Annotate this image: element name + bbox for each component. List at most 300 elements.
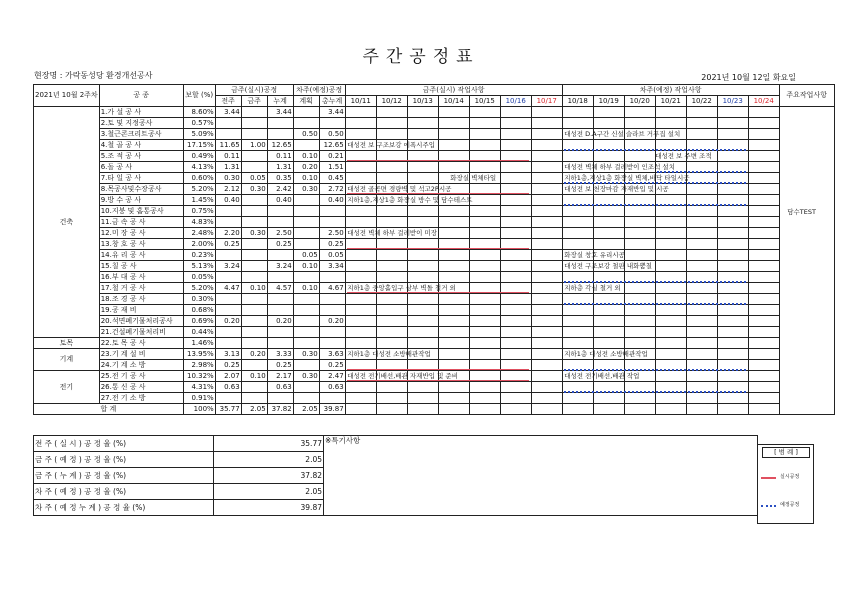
gantt-cell <box>469 294 500 305</box>
gantt-cell <box>624 107 655 118</box>
progress-value: 0.40 <box>319 195 345 206</box>
progress-value <box>215 217 241 228</box>
trade-name: 9.방 수 공 사 <box>99 195 183 206</box>
gantt-cell <box>469 327 500 338</box>
gantt-cell <box>500 118 531 129</box>
weight-value: 0.91% <box>183 393 215 404</box>
gantt-cell <box>345 118 376 129</box>
total-weight: 100% <box>183 404 215 415</box>
gantt-cell <box>655 294 686 305</box>
gantt-cell <box>531 338 562 349</box>
trade-name: 27.전 기 소 방 <box>99 393 183 404</box>
progress-value: 4.57 <box>267 283 293 294</box>
progress-value <box>267 338 293 349</box>
gantt-cell <box>748 217 779 228</box>
gantt-cell <box>376 371 407 382</box>
progress-value: 3.44 <box>319 107 345 118</box>
progress-value <box>267 305 293 316</box>
trade-name: 19.공 재 비 <box>99 305 183 316</box>
progress-value <box>267 272 293 283</box>
total-value: 35.77 <box>215 404 241 415</box>
gantt-cell <box>717 294 748 305</box>
gantt-cell <box>655 404 686 415</box>
progress-value: 3.44 <box>267 107 293 118</box>
summary-value: 2.05 <box>214 484 324 500</box>
gantt-cell <box>376 338 407 349</box>
gantt-cell <box>655 140 686 151</box>
gantt-cell <box>407 272 438 283</box>
gantt-cell <box>500 184 531 195</box>
gantt-cell <box>562 283 593 294</box>
gantt-cell <box>655 118 686 129</box>
main-work-header: 주요작업사항 <box>779 85 834 107</box>
gantt-cell <box>500 338 531 349</box>
work-note: 대성전 골곡면 경량벽 및 석고2P시공 <box>347 185 452 193</box>
gantt-cell <box>717 184 748 195</box>
progress-value: 12.65 <box>319 140 345 151</box>
work-note: 대성전 보 주변 조적 <box>655 152 712 160</box>
weight-value: 0.69% <box>183 316 215 327</box>
gantt-cell <box>593 305 624 316</box>
gantt-cell <box>655 162 686 173</box>
gantt-cell <box>531 382 562 393</box>
table-row <box>34 195 835 206</box>
progress-value <box>215 272 241 283</box>
gantt-cell <box>469 250 500 261</box>
gantt-cell <box>624 228 655 239</box>
trade-name: 17.철 거 공 사 <box>99 283 183 294</box>
gantt-cell <box>407 118 438 129</box>
progress-value: 0.30 <box>293 371 319 382</box>
trade-name: 26.통 신 공 사 <box>99 382 183 393</box>
gantt-cell <box>717 316 748 327</box>
progress-value: 1.31 <box>215 162 241 173</box>
gantt-cell <box>531 349 562 360</box>
progress-value: 0.30 <box>293 349 319 360</box>
progress-value <box>267 250 293 261</box>
weight-value: 0.49% <box>183 151 215 162</box>
trade-name: 13.창 호 공 사 <box>99 239 183 250</box>
progress-value: 0.10 <box>241 283 267 294</box>
weight-value: 1.45% <box>183 195 215 206</box>
group-label: 기계 <box>34 349 100 371</box>
gantt-cell <box>500 283 531 294</box>
gantt-cell <box>655 338 686 349</box>
progress-value <box>241 360 267 371</box>
gantt-cell <box>500 140 531 151</box>
gantt-cell <box>376 360 407 371</box>
progress-value <box>319 305 345 316</box>
gantt-cell <box>624 206 655 217</box>
progress-value: 0.21 <box>319 151 345 162</box>
progress-value <box>215 294 241 305</box>
gantt-cell <box>407 107 438 118</box>
progress-value: 1.51 <box>319 162 345 173</box>
gantt-cell <box>438 140 469 151</box>
gantt-cell <box>345 239 376 250</box>
gantt-cell <box>717 250 748 261</box>
gantt-cell <box>593 217 624 228</box>
gantt-cell <box>376 261 407 272</box>
gantt-cell <box>531 140 562 151</box>
progress-value: 0.25 <box>319 360 345 371</box>
progress-value <box>241 316 267 327</box>
gantt-cell <box>748 404 779 415</box>
gantt-cell <box>717 349 748 360</box>
gantt-cell <box>624 305 655 316</box>
progress-value <box>267 129 293 140</box>
work-note: 대성전 D.A구간 신설 슬라브 거푸집 설치 <box>564 130 681 138</box>
work-note: 화장실 창호 유리시공 <box>564 251 625 259</box>
gantt-cell <box>593 228 624 239</box>
date-header: 10/11 <box>345 96 376 107</box>
progress-value <box>241 129 267 140</box>
trade-name: 21.건설폐기물처리비 <box>99 327 183 338</box>
gantt-cell <box>500 250 531 261</box>
progress-value: 0.30 <box>215 173 241 184</box>
gantt-cell <box>562 184 593 195</box>
date-header: 10/20 <box>624 96 655 107</box>
gantt-cell <box>438 272 469 283</box>
gantt-cell <box>624 261 655 272</box>
gantt-cell <box>593 118 624 129</box>
progress-value: 2.50 <box>319 228 345 239</box>
gantt-cell <box>748 250 779 261</box>
trade-name: 22.토 목 공 사 <box>99 338 183 349</box>
gantt-cell <box>376 217 407 228</box>
gantt-cell <box>438 250 469 261</box>
gantt-cell <box>717 272 748 283</box>
progress-value <box>293 338 319 349</box>
progress-value <box>319 294 345 305</box>
work-note: 지하층 각실 철거 외 <box>564 284 621 292</box>
progress-value <box>293 316 319 327</box>
progress-value: 4.67 <box>319 283 345 294</box>
gantt-cell <box>345 338 376 349</box>
gantt-cell <box>655 360 686 371</box>
gantt-cell <box>748 349 779 360</box>
gantt-cell <box>345 261 376 272</box>
legend <box>757 444 814 524</box>
gantt-cell <box>686 327 717 338</box>
gantt-cell <box>469 129 500 140</box>
gantt-cell <box>345 195 376 206</box>
table-row <box>34 305 835 316</box>
gantt-cell <box>624 118 655 129</box>
progress-value: 0.30 <box>241 228 267 239</box>
gantt-cell <box>500 151 531 162</box>
gantt-cell <box>376 195 407 206</box>
gantt-cell <box>531 118 562 129</box>
gantt-cell <box>376 184 407 195</box>
progress-value <box>241 162 267 173</box>
gantt-cell <box>562 360 593 371</box>
gantt-cell <box>376 173 407 184</box>
work-note: 대성전 전기배선,배관 작업 <box>564 372 640 380</box>
gantt-cell <box>562 118 593 129</box>
trade-name: 16.부 대 공 사 <box>99 272 183 283</box>
gantt-cell <box>624 338 655 349</box>
progress-value <box>293 393 319 404</box>
gantt-cell <box>717 162 748 173</box>
gantt-cell <box>500 327 531 338</box>
gantt-cell <box>469 162 500 173</box>
gantt-cell <box>655 261 686 272</box>
gantt-cell <box>593 349 624 360</box>
gantt-cell <box>500 371 531 382</box>
gantt-cell <box>469 151 500 162</box>
gantt-cell <box>531 250 562 261</box>
weight-value: 0.44% <box>183 327 215 338</box>
progress-value: 2.50 <box>267 228 293 239</box>
gantt-cell <box>655 272 686 283</box>
date-header: 10/16 <box>500 96 531 107</box>
page-title: 주간공정표 <box>362 47 480 67</box>
progress-value: 0.05 <box>319 250 345 261</box>
progress-value: 2.12 <box>215 184 241 195</box>
gantt-cell <box>500 228 531 239</box>
gantt-cell <box>748 327 779 338</box>
progress-value: 0.63 <box>215 382 241 393</box>
table-row <box>34 349 835 360</box>
progress-value: 0.25 <box>319 239 345 250</box>
progress-value: 3.24 <box>267 261 293 272</box>
gantt-cell <box>717 305 748 316</box>
gantt-cell <box>438 283 469 294</box>
gantt-cell <box>438 316 469 327</box>
gantt-cell <box>748 382 779 393</box>
gantt-cell <box>655 184 686 195</box>
gantt-cell <box>593 327 624 338</box>
work-note: 지하1층,지상1층 화장실 방수 및 담수테스트 <box>347 196 473 204</box>
trade-header: 공 종 <box>99 85 183 107</box>
gantt-cell <box>407 404 438 415</box>
trade-name: 7.타 일 공 사 <box>99 173 183 184</box>
gantt-cell <box>717 107 748 118</box>
progress-value <box>293 239 319 250</box>
weight-value: 0.68% <box>183 305 215 316</box>
gantt-cell <box>562 162 593 173</box>
progress-value: 0.20 <box>267 316 293 327</box>
gantt-cell <box>748 371 779 382</box>
progress-value <box>241 272 267 283</box>
gantt-cell <box>531 360 562 371</box>
gantt-cell <box>345 316 376 327</box>
legend-title: [ 범 례 ] <box>762 447 810 458</box>
gantt-cell <box>469 360 500 371</box>
gantt-cell <box>407 217 438 228</box>
gantt-cell <box>562 272 593 283</box>
gantt-cell <box>593 195 624 206</box>
gantt-cell <box>624 184 655 195</box>
gantt-cell <box>531 305 562 316</box>
gantt-cell <box>376 349 407 360</box>
gantt-cell <box>593 151 624 162</box>
table-row <box>34 360 835 371</box>
gantt-cell <box>562 151 593 162</box>
gantt-cell <box>531 371 562 382</box>
summary-value: 35.77 <box>214 436 324 452</box>
gantt-cell <box>593 261 624 272</box>
progress-value <box>293 107 319 118</box>
summary-label: 금 주 ( 누 계 ) 공 정 율 (%) <box>34 468 214 484</box>
gantt-cell <box>376 239 407 250</box>
gantt-cell <box>748 393 779 404</box>
gantt-cell <box>593 283 624 294</box>
table-row <box>34 283 835 294</box>
gantt-cell <box>686 140 717 151</box>
progress-value: 0.40 <box>215 195 241 206</box>
gantt-cell <box>655 107 686 118</box>
gantt-cell <box>500 404 531 415</box>
gantt-cell <box>469 393 500 404</box>
trade-name: 10.지붕 및 홈통공사 <box>99 206 183 217</box>
gantt-cell <box>593 371 624 382</box>
progress-value: 0.10 <box>293 151 319 162</box>
date-header: 10/24 <box>748 96 779 107</box>
table-row <box>34 206 835 217</box>
gantt-cell <box>748 162 779 173</box>
gantt-cell <box>469 349 500 360</box>
gantt-cell <box>686 118 717 129</box>
weight-value: 1.46% <box>183 338 215 349</box>
gantt-cell <box>686 239 717 250</box>
gantt-cell <box>500 173 531 184</box>
gantt-cell <box>407 162 438 173</box>
gantt-cell <box>469 206 500 217</box>
gantt-cell <box>407 151 438 162</box>
gantt-cell <box>407 129 438 140</box>
trade-name: 12.미 장 공 사 <box>99 228 183 239</box>
trade-name: 3.철근콘크리트공사 <box>99 129 183 140</box>
gantt-cell <box>376 250 407 261</box>
progress-value <box>293 206 319 217</box>
progress-value <box>267 393 293 404</box>
progress-value <box>293 272 319 283</box>
total-row <box>34 404 835 415</box>
table-row <box>34 118 835 129</box>
gantt-cell <box>655 239 686 250</box>
gantt-cell <box>624 316 655 327</box>
gantt-cell <box>500 217 531 228</box>
progress-value: 0.20 <box>241 349 267 360</box>
gantt-cell <box>376 393 407 404</box>
progress-value: 0.40 <box>267 195 293 206</box>
weight-value: 2.48% <box>183 228 215 239</box>
gantt-cell <box>562 327 593 338</box>
table-row <box>34 250 835 261</box>
gantt-cell <box>438 162 469 173</box>
work-note: 지하1층 대성전 소방배관작업 <box>564 350 648 358</box>
gantt-cell <box>593 316 624 327</box>
progress-value: 0.63 <box>319 382 345 393</box>
work-note: 대성전 구조보강 철판 내화뿜칠 <box>564 262 653 270</box>
table-row <box>34 239 835 250</box>
weight-value: 10.32% <box>183 371 215 382</box>
table-row <box>34 327 835 338</box>
gantt-cell <box>376 272 407 283</box>
gantt-cell <box>717 217 748 228</box>
gantt-cell <box>407 184 438 195</box>
trade-name: 11.금 속 공 사 <box>99 217 183 228</box>
progress-value <box>267 217 293 228</box>
gantt-cell <box>531 283 562 294</box>
gantt-cell <box>593 404 624 415</box>
gantt-cell <box>531 327 562 338</box>
total-value: 37.82 <box>267 404 293 415</box>
gantt-cell <box>531 239 562 250</box>
progress-value: 2.20 <box>215 228 241 239</box>
progress-value <box>241 294 267 305</box>
progress-value <box>241 118 267 129</box>
gantt-cell <box>562 316 593 327</box>
gantt-cell <box>376 382 407 393</box>
gantt-cell <box>345 349 376 360</box>
gantt-cell <box>438 360 469 371</box>
table-row <box>34 261 835 272</box>
gantt-cell <box>407 239 438 250</box>
progress-value: 0.05 <box>293 250 319 261</box>
table-row <box>34 162 835 173</box>
gantt-cell <box>748 184 779 195</box>
progress-value: 1.31 <box>267 162 293 173</box>
gantt-cell <box>562 228 593 239</box>
progress-value: 4.47 <box>215 283 241 294</box>
progress-value: 0.50 <box>319 129 345 140</box>
this-week-work-header: 금주(실시) 작업사항 <box>345 85 562 96</box>
date-header: 10/22 <box>686 96 717 107</box>
progress-value <box>319 338 345 349</box>
gantt-cell <box>655 305 686 316</box>
gantt-cell <box>686 206 717 217</box>
gantt-cell <box>500 294 531 305</box>
progress-value: 11.65 <box>215 140 241 151</box>
gantt-cell <box>469 338 500 349</box>
table-row <box>34 228 835 239</box>
this-week-header: 금주 <box>241 96 267 107</box>
gantt-cell <box>593 107 624 118</box>
progress-value: 3.13 <box>215 349 241 360</box>
gantt-cell <box>531 107 562 118</box>
progress-value: 2.72 <box>319 184 345 195</box>
gantt-cell <box>345 283 376 294</box>
trade-name: 14.유 리 공 사 <box>99 250 183 261</box>
gantt-cell <box>345 107 376 118</box>
table-row <box>34 371 835 382</box>
gantt-cell <box>531 404 562 415</box>
trade-name: 4.철 골 공 사 <box>99 140 183 151</box>
weight-value: 0.75% <box>183 206 215 217</box>
gantt-cell <box>345 206 376 217</box>
gantt-cell <box>407 206 438 217</box>
gantt-cell <box>407 371 438 382</box>
summary-table <box>33 435 758 516</box>
gantt-cell <box>593 360 624 371</box>
progress-value: 0.25 <box>267 239 293 250</box>
gantt-cell <box>624 129 655 140</box>
gantt-cell <box>717 283 748 294</box>
total-value: 2.05 <box>241 404 267 415</box>
progress-value: 3.63 <box>319 349 345 360</box>
gantt-cell <box>686 217 717 228</box>
gantt-cell <box>593 162 624 173</box>
progress-value <box>319 272 345 283</box>
gantt-cell <box>562 140 593 151</box>
gantt-cell <box>624 239 655 250</box>
gantt-cell <box>624 294 655 305</box>
gantt-cell <box>748 129 779 140</box>
gantt-cell <box>562 195 593 206</box>
